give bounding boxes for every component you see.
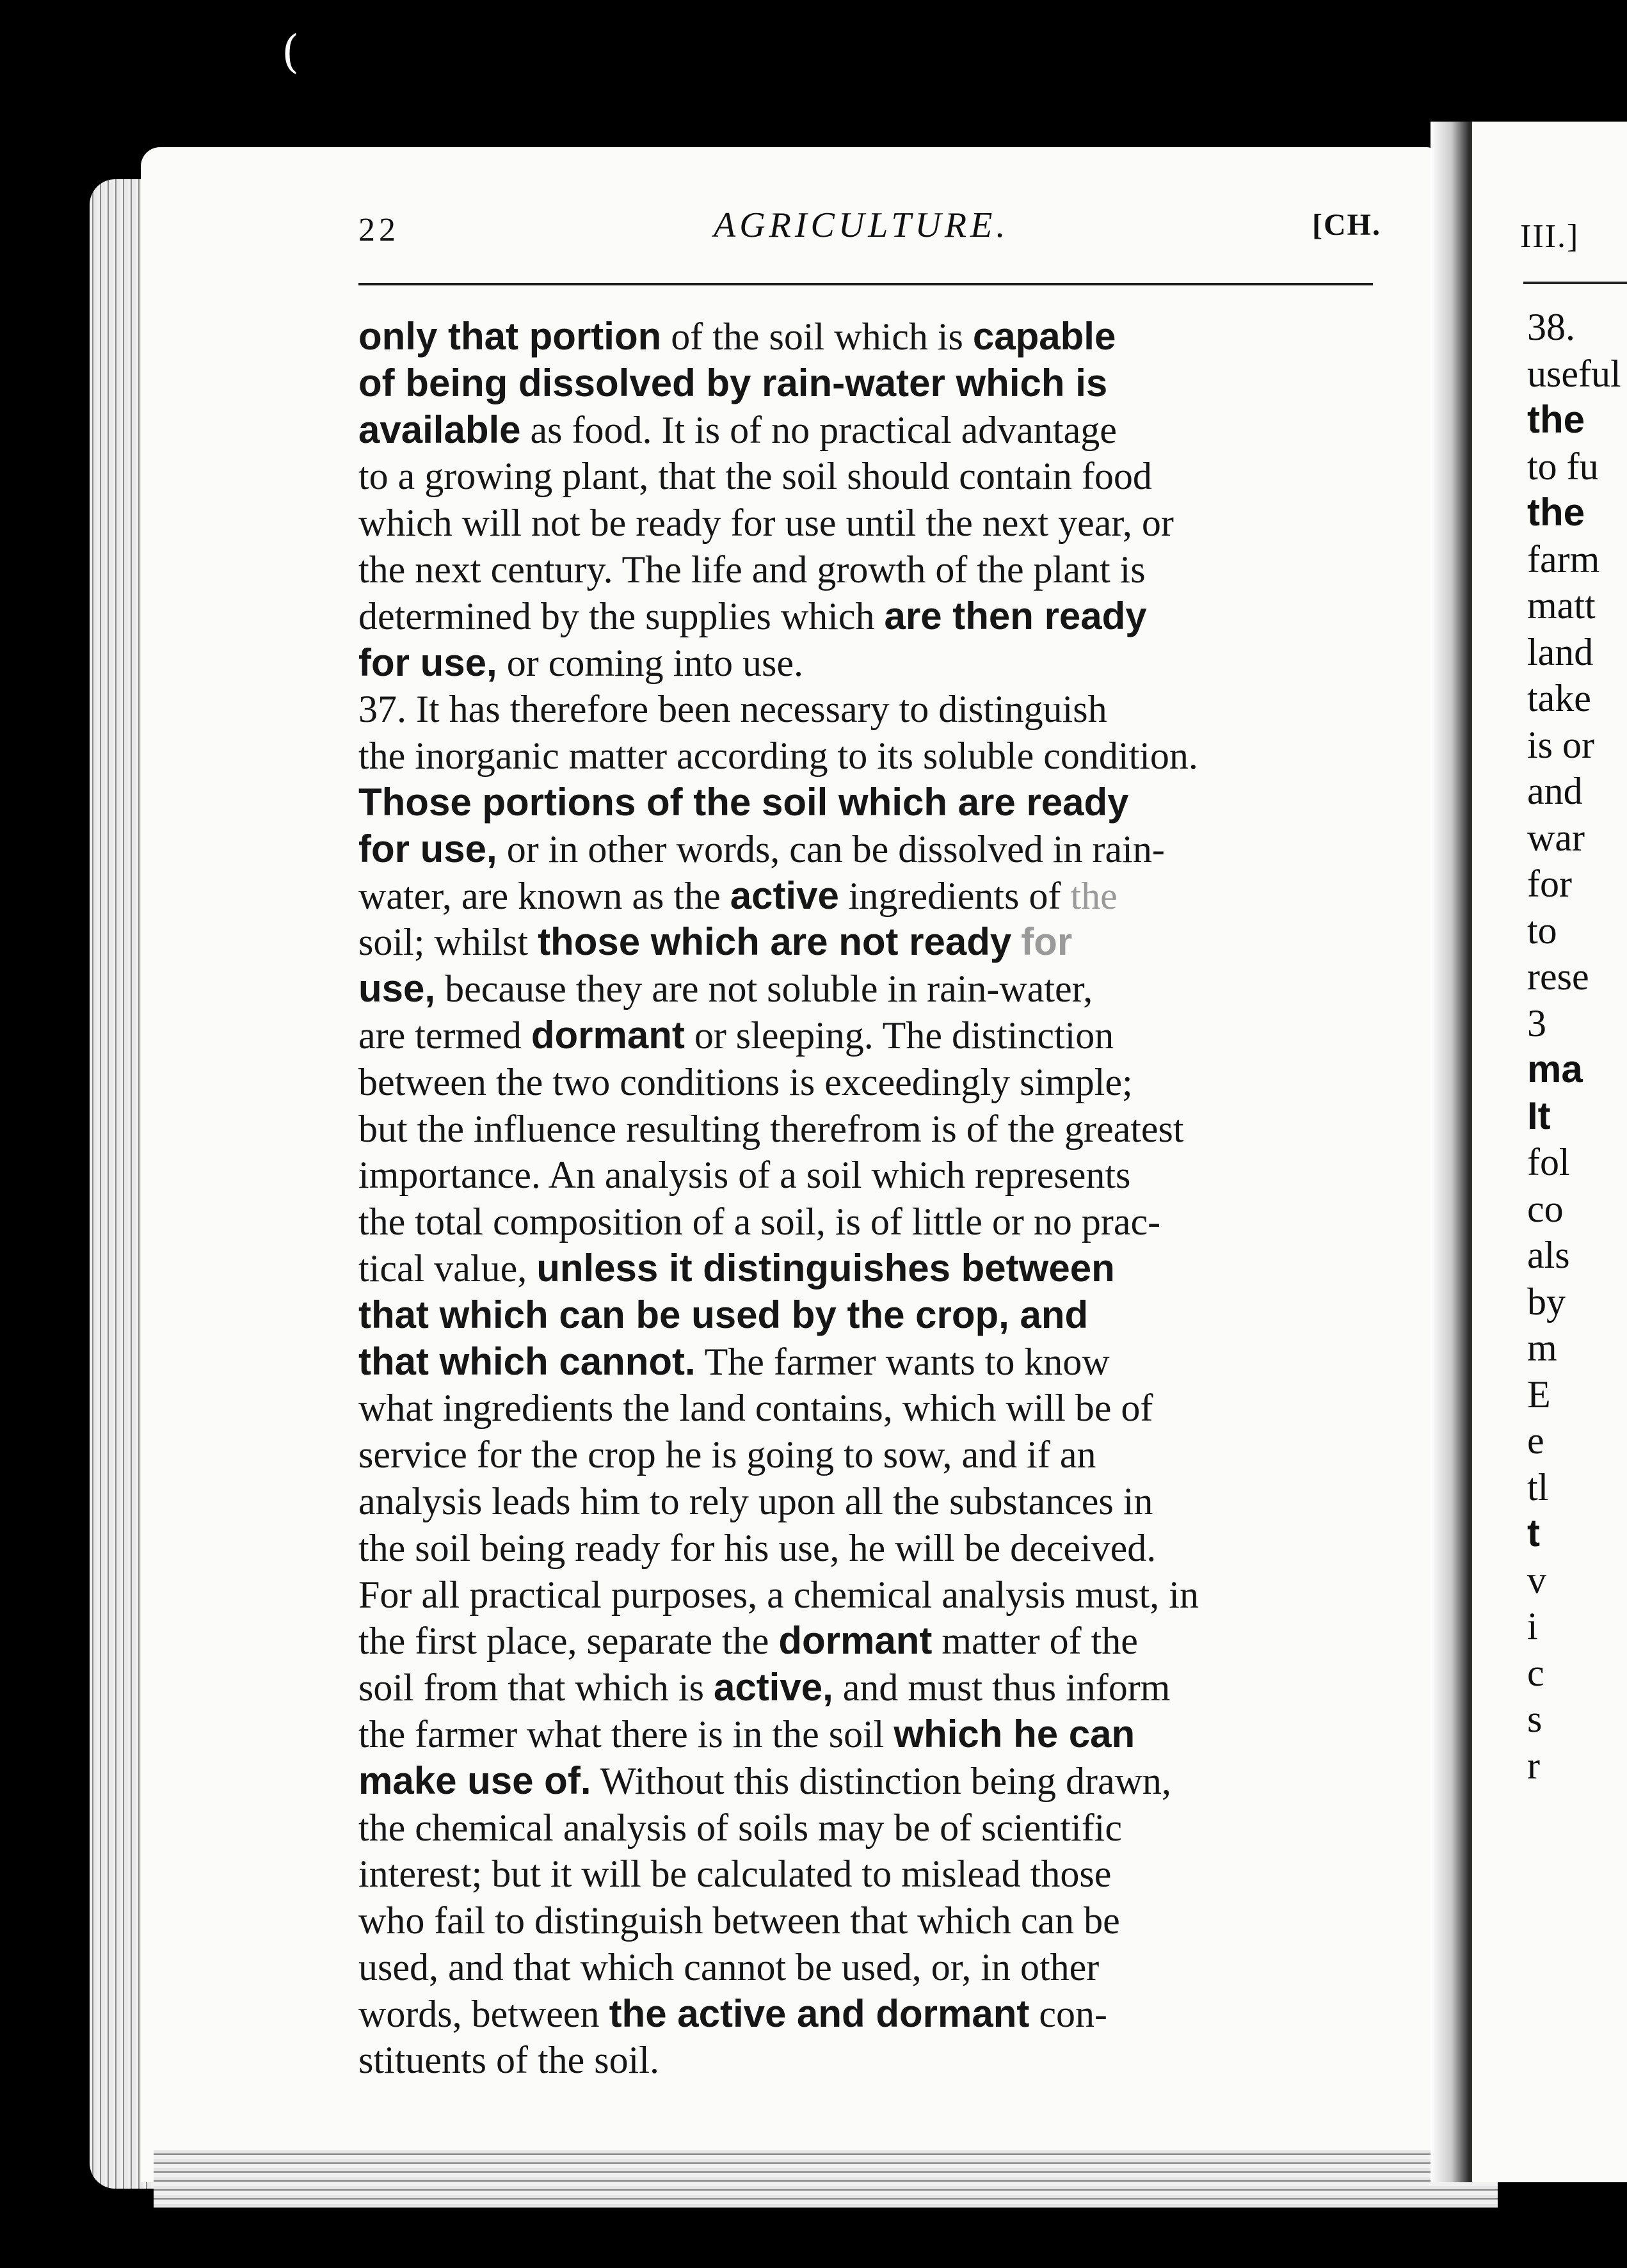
text-line — [1527, 1046, 1627, 1093]
text-run: useful — [1527, 352, 1621, 395]
text-run: s — [1527, 1698, 1543, 1740]
text-line — [358, 1478, 1383, 1525]
text-line — [1527, 675, 1627, 722]
bold-text-run: the — [1527, 491, 1585, 534]
text-line — [1527, 861, 1627, 907]
text-run: the farmer what there is in the soil — [358, 1713, 894, 1755]
text-line — [358, 500, 1383, 547]
text-line — [358, 1944, 1383, 1991]
text-line — [358, 919, 1383, 966]
text-line — [358, 2037, 1383, 2084]
chapter-mark: [CH. — [1312, 208, 1381, 242]
text-line — [358, 1199, 1383, 1245]
bold-text-run: capable — [972, 315, 1116, 358]
text-run: v — [1527, 1558, 1546, 1601]
bold-text-run: that which can be used by the crop, and — [358, 1293, 1089, 1336]
text-run: stituents of the soil. — [358, 2039, 659, 2082]
text-line — [358, 1618, 1383, 1665]
text-run: soil; whilst — [358, 921, 538, 964]
text-line — [1527, 1557, 1627, 1604]
text-run: or coming into use. — [497, 641, 803, 684]
text-line — [358, 686, 1383, 733]
text-line — [1527, 582, 1627, 629]
bold-text-run: of being dissolved by rain-water which is — [358, 361, 1108, 404]
bold-text-run: are then ready — [884, 594, 1147, 637]
text-line — [1527, 1232, 1627, 1279]
text-line — [1527, 1696, 1627, 1743]
text-line — [358, 1665, 1383, 1711]
bold-text-run: the active and dormant — [609, 1992, 1030, 2035]
bold-text-run: for use, — [358, 641, 497, 684]
text-line — [358, 1572, 1383, 1618]
text-run: or sleeping. The distinction — [684, 1014, 1114, 1057]
text-line — [1527, 1279, 1627, 1325]
text-line — [358, 966, 1383, 1012]
text-run: importance. An analysis of a soil which represents — [358, 1154, 1131, 1197]
text-line — [358, 1245, 1383, 1292]
text-run — [1011, 921, 1021, 963]
text-run: the — [1070, 874, 1118, 917]
text-line — [358, 733, 1383, 779]
text-run: are termed — [358, 1014, 531, 1057]
bold-text-run: only that portion — [358, 315, 662, 358]
text-line — [1527, 443, 1627, 490]
text-run: of the soil which is — [661, 315, 973, 358]
text-run: c — [1527, 1651, 1544, 1694]
text-line — [358, 1292, 1383, 1339]
text-line — [1527, 1510, 1627, 1557]
text-line — [358, 1897, 1383, 1944]
text-line — [1527, 490, 1627, 536]
text-line — [358, 1758, 1383, 1805]
text-run: 38. — [1527, 306, 1575, 348]
text-run: for — [1527, 863, 1572, 905]
text-line — [358, 314, 1383, 360]
text-line — [1527, 629, 1627, 676]
text-run: For all practical purposes, a chemical analysis must, in — [358, 1573, 1199, 1616]
facing-running-head: III.] — [1520, 218, 1580, 255]
text-run: the next century. The life and growth of the plant is — [358, 548, 1146, 591]
text-run: water, are known as the — [358, 874, 730, 917]
bold-text-run: available — [358, 408, 521, 451]
text-run: to — [1527, 909, 1557, 952]
bold-text-run: for — [1021, 920, 1073, 964]
text-run: rese — [1527, 955, 1589, 998]
text-line — [358, 1805, 1383, 1851]
bold-text-run: active — [730, 874, 839, 917]
text-line — [358, 593, 1383, 640]
text-run: but the influence resulting therefrom is of the greatest — [358, 1107, 1184, 1150]
text-line — [1527, 1000, 1627, 1047]
page-number: 22 — [358, 212, 399, 248]
text-line — [358, 547, 1383, 593]
text-run: is or — [1527, 723, 1594, 766]
text-line — [1527, 1139, 1627, 1186]
text-run: as food. It is of no practical advantage — [520, 408, 1117, 451]
text-run: farm — [1527, 538, 1600, 580]
text-run: take — [1527, 677, 1591, 719]
page-title: AGRICULTURE. — [714, 205, 1009, 245]
text-line — [358, 360, 1383, 407]
text-run: what ingredients the land contains, which will be of — [358, 1387, 1153, 1430]
header-rule — [358, 283, 1373, 285]
text-run: by — [1527, 1280, 1566, 1323]
text-line — [358, 1106, 1383, 1153]
text-line — [358, 1851, 1383, 1897]
film-scratch-mark: ( — [282, 26, 300, 78]
text-run: analysis leads him to rely upon all the substances in — [358, 1480, 1153, 1522]
text-line — [358, 640, 1383, 687]
text-run: and must thus inform — [833, 1666, 1171, 1709]
text-run: used, and that which cannot be used, or, in other — [358, 1945, 1100, 1988]
text-line — [358, 1339, 1383, 1386]
text-run: co — [1527, 1187, 1564, 1230]
text-line — [358, 1432, 1383, 1478]
text-line — [358, 1385, 1383, 1432]
text-run: who fail to distinguish between that which can be — [358, 1899, 1120, 1942]
text-line — [1527, 1325, 1627, 1371]
bold-text-run: active, — [713, 1666, 833, 1709]
text-run: matt — [1527, 584, 1596, 627]
text-line — [1527, 815, 1627, 861]
text-line — [1527, 304, 1627, 351]
text-run: and — [1527, 770, 1583, 812]
text-line — [358, 1059, 1383, 1106]
text-run: the soil being ready for his use, he will be deceived. — [358, 1526, 1157, 1569]
text-line — [1527, 397, 1627, 443]
bold-text-run: which he can — [894, 1712, 1135, 1755]
text-run: war — [1527, 816, 1585, 859]
bold-text-run: It — [1527, 1094, 1551, 1137]
book-bottom-edge — [154, 2150, 1498, 2208]
text-line — [358, 1525, 1383, 1572]
text-run: matter of the — [932, 1620, 1138, 1663]
text-run: als — [1527, 1234, 1570, 1276]
bold-text-run: dormant — [778, 1619, 933, 1663]
text-run: 37. It has therefore been necessary to distinguish — [358, 688, 1107, 731]
text-run: e — [1527, 1419, 1544, 1462]
bold-text-run: Those portions of the soil which are ready — [358, 780, 1129, 824]
text-line — [358, 453, 1383, 500]
text-line — [1527, 1650, 1627, 1697]
facing-page — [1472, 122, 1627, 2182]
bold-text-run: ma — [1527, 1048, 1583, 1090]
text-run: words, between — [358, 1992, 609, 2035]
text-line — [1527, 1418, 1627, 1464]
text-line — [1527, 907, 1627, 954]
text-run: land — [1527, 630, 1594, 673]
text-run: The farmer wants to know — [695, 1340, 1110, 1383]
text-line — [358, 779, 1383, 826]
bold-text-run: for use, — [358, 827, 497, 870]
text-line — [358, 826, 1383, 873]
text-run: fol — [1527, 1141, 1570, 1183]
text-line — [358, 1012, 1383, 1059]
text-run: the first place, separate the — [358, 1620, 779, 1663]
bold-text-run: use, — [358, 967, 436, 1010]
bold-text-run: those which are not ready — [538, 920, 1012, 964]
text-run: the total composition of a soil, is of little or no prac- — [358, 1201, 1161, 1243]
text-line — [1527, 1743, 1627, 1789]
text-run: because they are not soluble in rain-water, — [435, 968, 1093, 1010]
text-run: the inorganic matter according to its soluble condition. — [358, 735, 1198, 778]
bold-text-run: the — [1527, 398, 1585, 441]
text-run: E — [1527, 1373, 1551, 1416]
text-run: ingredients of — [838, 874, 1071, 917]
running-head — [358, 205, 1381, 269]
text-run: i — [1527, 1605, 1538, 1647]
text-line — [1527, 1603, 1627, 1650]
body-text — [358, 314, 1383, 2084]
text-line — [1527, 768, 1627, 815]
text-line — [1527, 1093, 1627, 1140]
bold-text-run: that which cannot. — [358, 1339, 696, 1383]
text-line — [358, 1991, 1383, 2038]
text-run: the chemical analysis of soils may be of scientific — [358, 1806, 1122, 1849]
text-run: soil from that which is — [358, 1666, 714, 1709]
text-run: to fu — [1527, 445, 1599, 488]
bold-text-run: unless it distinguishes between — [536, 1246, 1115, 1290]
text-line — [1527, 722, 1627, 769]
text-run: to a growing plant, that the soil should contain food — [358, 455, 1152, 498]
text-line — [1527, 1464, 1627, 1511]
text-line — [1527, 1371, 1627, 1418]
text-run: service for the crop he is going to sow, and if an — [358, 1433, 1096, 1476]
text-run: determined by the supplies which — [358, 595, 885, 637]
text-line — [1527, 1186, 1627, 1233]
text-line — [1527, 954, 1627, 1000]
facing-header-rule — [1523, 282, 1627, 284]
text-run: Without this distinction being drawn, — [591, 1759, 1171, 1802]
bold-text-run: dormant — [531, 1013, 685, 1057]
text-run: between the two conditions is exceedingly simple; — [358, 1060, 1133, 1103]
text-run: interest; but it will be calculated to mislead those — [358, 1853, 1112, 1896]
text-run: 3 — [1527, 1002, 1546, 1044]
text-line — [358, 873, 1383, 920]
text-line — [358, 407, 1383, 454]
text-line — [358, 1152, 1383, 1199]
text-line — [1527, 351, 1627, 397]
text-line — [358, 1711, 1383, 1758]
text-run: con- — [1029, 1992, 1107, 2035]
text-run: m — [1527, 1327, 1557, 1369]
text-run: which will not be ready for use until the next year, or — [358, 502, 1174, 545]
text-run: or in other words, can be dissolved in rain- — [497, 827, 1165, 870]
text-run: r — [1527, 1744, 1540, 1787]
text-run: tl — [1527, 1465, 1549, 1508]
text-run: tical value, — [358, 1247, 537, 1290]
bold-text-run: t — [1527, 1512, 1540, 1554]
text-line — [1527, 536, 1627, 583]
facing-text-column — [1527, 304, 1627, 1789]
bold-text-run: make use of. — [358, 1759, 591, 1802]
